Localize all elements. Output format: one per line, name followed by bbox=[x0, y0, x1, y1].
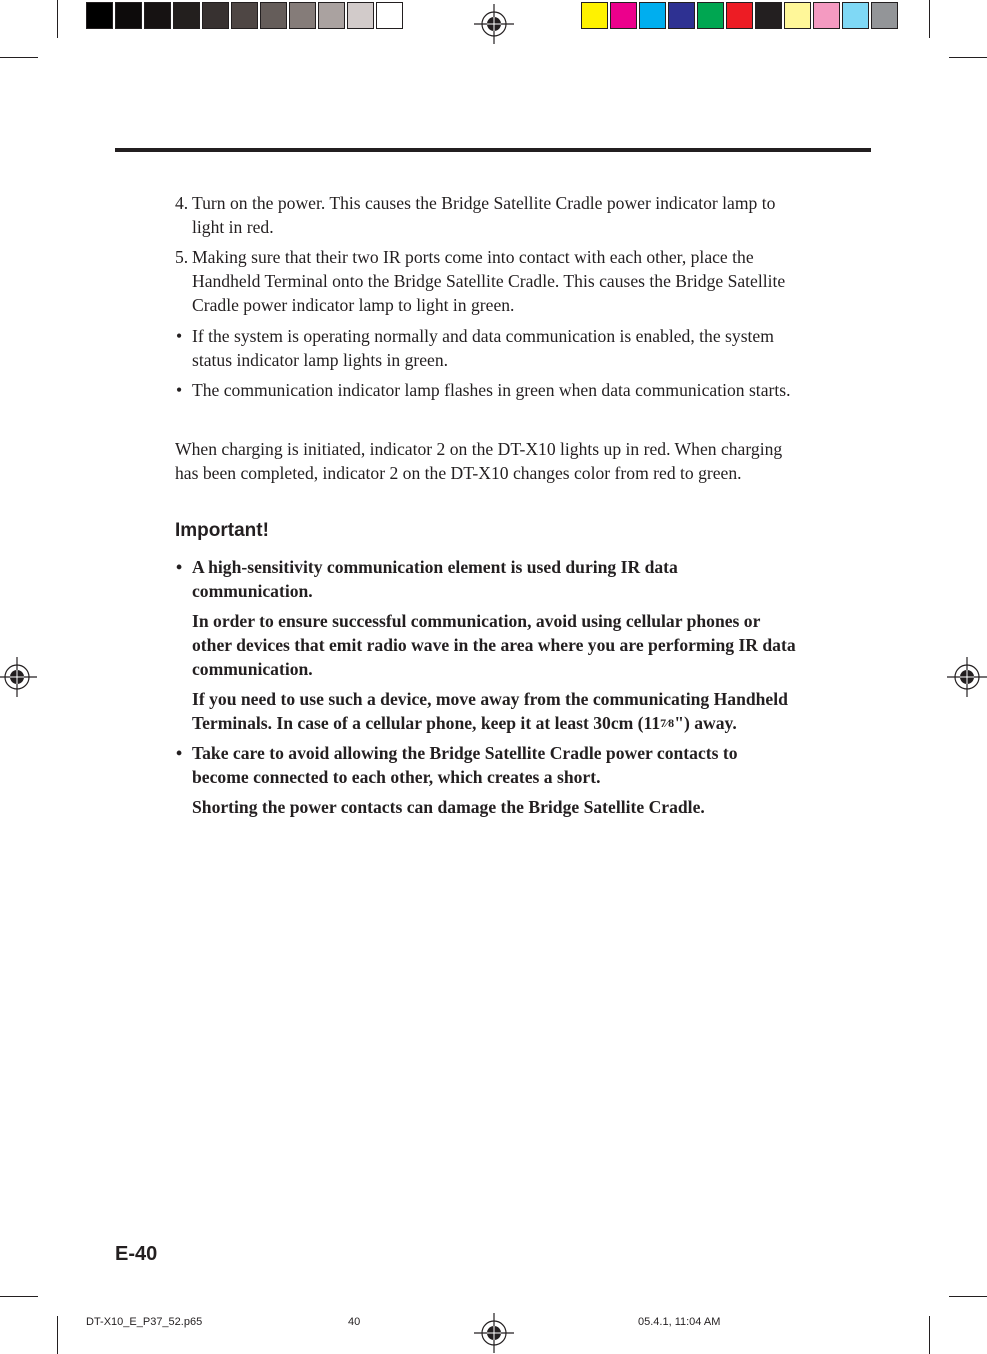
important-text: In order to ensure successful communication, avoid using cellular phones or bbox=[192, 611, 761, 631]
step-text: light in red. bbox=[192, 217, 274, 237]
bullet-mark: • bbox=[176, 326, 183, 346]
color-swatch bbox=[173, 2, 200, 29]
fraction: 7⁄8 bbox=[660, 716, 675, 730]
gray-color-bar bbox=[86, 2, 405, 29]
color-swatch bbox=[347, 2, 374, 29]
step-number: 5. bbox=[175, 247, 189, 267]
step-text: Handheld Terminal onto the Bridge Satellite Cradle. This causes the Bridge Satellite bbox=[192, 271, 786, 291]
important-text: A high-sensitivity communication element is used during IR data bbox=[192, 557, 678, 577]
crop-mark bbox=[929, 1316, 930, 1354]
color-swatch bbox=[231, 2, 258, 29]
bullet-text: status indicator lamp lights in green. bbox=[192, 350, 449, 370]
color-swatch bbox=[697, 2, 724, 29]
page-number: E-40 bbox=[115, 1243, 158, 1265]
color-swatch bbox=[668, 2, 695, 29]
bullet-mark: • bbox=[176, 557, 183, 577]
paragraph-line: When charging is initiated, indicator 2 on the DT-X10 lights up in red. When charging bbox=[175, 439, 783, 459]
registration-mark-icon bbox=[474, 1313, 514, 1353]
registration-mark-icon bbox=[947, 657, 987, 697]
color-swatch bbox=[726, 2, 753, 29]
step-text: Making sure that their two IR ports come into contact with each other, place the bbox=[192, 247, 754, 267]
color-swatch bbox=[871, 2, 898, 29]
slug-page: 40 bbox=[348, 1316, 361, 1328]
step-number: 4. bbox=[175, 193, 189, 213]
crop-mark bbox=[949, 57, 987, 58]
crop-mark bbox=[57, 1316, 58, 1354]
important-text: If you need to use such a device, move away from the communicating Handheld bbox=[192, 689, 788, 709]
color-swatch bbox=[318, 2, 345, 29]
crop-mark bbox=[949, 1296, 987, 1297]
color-swatch bbox=[86, 2, 113, 29]
bullet-mark: • bbox=[176, 380, 183, 400]
color-swatch bbox=[610, 2, 637, 29]
important-text-part: Terminals. In case of a cellular phone, keep it at least 30cm (11 bbox=[192, 713, 661, 733]
step-text: Turn on the power. This causes the Bridge Satellite Cradle power indicator lamp to bbox=[192, 193, 776, 213]
bullet-mark: • bbox=[176, 743, 183, 763]
color-swatch bbox=[115, 2, 142, 29]
color-swatch bbox=[755, 2, 782, 29]
color-swatch bbox=[376, 2, 403, 29]
color-swatch bbox=[842, 2, 869, 29]
important-text: become connected to each other, which creates a short. bbox=[192, 767, 601, 787]
slug-date: 05.4.1, 11:04 AM bbox=[638, 1316, 721, 1328]
important-text: Shorting the power contacts can damage the Bridge Satellite Cradle. bbox=[192, 797, 705, 817]
color-swatch bbox=[260, 2, 287, 29]
important-text: communication. bbox=[192, 659, 313, 679]
important-text: communication. bbox=[192, 581, 313, 601]
color-swatch bbox=[581, 2, 608, 29]
paragraph-line: has been completed, indicator 2 on the DT-X10 changes color from red to green. bbox=[175, 463, 742, 483]
important-text: other devices that emit radio wave in the area where you are performing IR data bbox=[192, 635, 796, 655]
bullet-text: The communication indicator lamp flashes in green when data communication starts. bbox=[192, 380, 791, 400]
color-swatch bbox=[202, 2, 229, 29]
step-text: Cradle power indicator lamp to light in green. bbox=[192, 295, 515, 315]
slug-filename: DT-X10_E_P37_52.p65 bbox=[86, 1316, 203, 1328]
important-text-part: ") away. bbox=[674, 713, 737, 733]
important-heading: Important! bbox=[175, 520, 269, 541]
important-text bbox=[192, 711, 737, 735]
header-rule bbox=[115, 148, 871, 152]
process-color-bar bbox=[581, 2, 900, 29]
bullet-text: If the system is operating normally and data communication is enabled, the system bbox=[192, 326, 774, 346]
important-text: Take care to avoid allowing the Bridge Satellite Cradle power contacts to bbox=[192, 743, 738, 763]
crop-mark bbox=[0, 1296, 38, 1297]
registration-mark-icon bbox=[0, 657, 37, 697]
crop-mark bbox=[929, 0, 930, 38]
color-swatch bbox=[289, 2, 316, 29]
registration-mark-icon bbox=[474, 4, 514, 44]
color-swatch bbox=[639, 2, 666, 29]
color-swatch bbox=[784, 2, 811, 29]
color-swatch bbox=[813, 2, 840, 29]
crop-mark bbox=[0, 57, 38, 58]
crop-mark bbox=[57, 0, 58, 38]
color-swatch bbox=[144, 2, 171, 29]
